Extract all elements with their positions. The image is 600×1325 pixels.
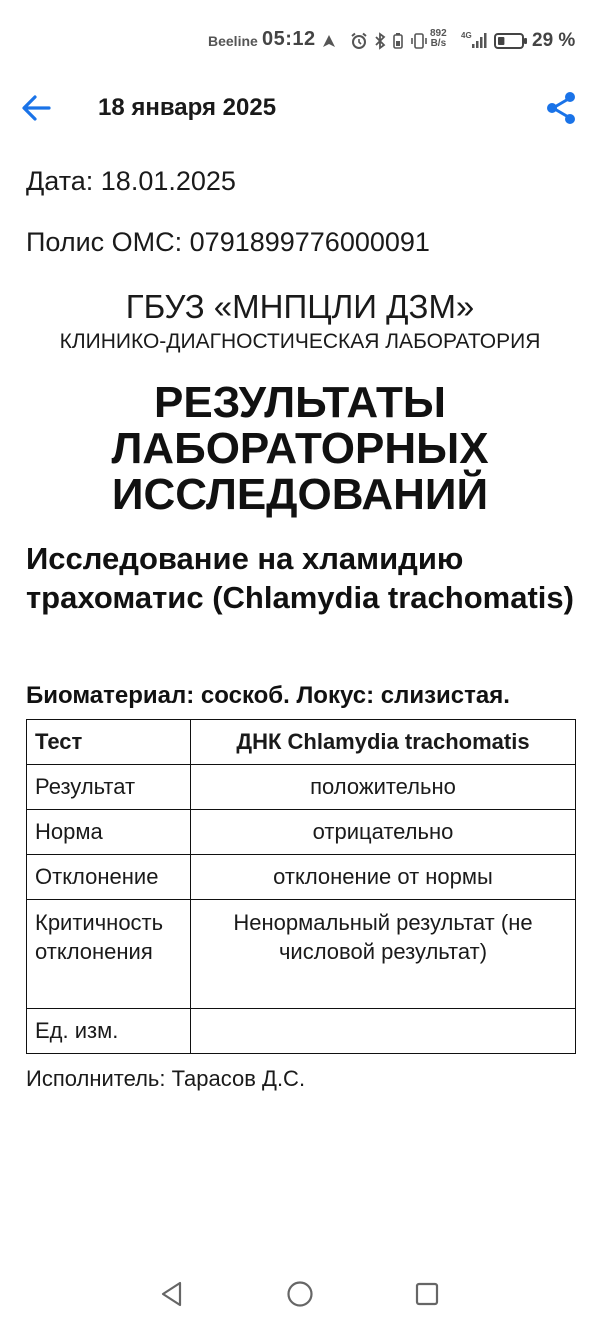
net-speed-value: 892: [430, 28, 447, 39]
navigation-icon: [322, 34, 336, 48]
results-table: [26, 719, 576, 1054]
clock: 05:12: [262, 28, 316, 50]
date-line: Дата: 18.01.2025: [26, 166, 236, 196]
table-header-analyte: ДНК Chlamydia trachomatis: [191, 720, 576, 765]
policy-line: Полис ОМС: 0791899776000091: [26, 227, 430, 257]
net-speed: [430, 29, 447, 49]
signal-icon: [461, 31, 489, 49]
carrier-name: Beeline: [208, 33, 258, 49]
network-type-label: 4G: [461, 31, 472, 40]
study-title: Исследование на хламидию трахоматис (Chlamydia trachomatis): [26, 541, 574, 615]
document-title: РЕЗУЛЬТАТЫ ЛАБОРАТОРНЫХ ИССЛЕДОВАНИЙ: [111, 378, 489, 519]
row-label: Ед. изм.: [27, 1009, 191, 1054]
battery-percent: 29 %: [532, 30, 576, 51]
system-nav-bar: [0, 1260, 600, 1325]
table-header-row: [27, 720, 576, 765]
back-triangle-icon[interactable]: [158, 1280, 186, 1308]
battery-saver-icon: [392, 32, 404, 50]
table-row: [27, 1009, 576, 1054]
row-value: Ненормальный результат (не числовой результат): [191, 900, 576, 1009]
organization-subtitle: КЛИНИКО-ДИАГНОСТИЧЕСКАЯ ЛАБОРАТОРИЯ: [59, 330, 541, 353]
table-row: [27, 810, 576, 855]
organization-name: ГБУЗ «МНПЦЛИ ДЗМ»: [125, 288, 475, 325]
table-row: [27, 765, 576, 810]
table-header-test: Тест: [27, 720, 191, 765]
row-value: отклонение от нормы: [191, 855, 576, 900]
battery-icon: [494, 32, 528, 50]
share-icon: [544, 90, 580, 126]
back-button[interactable]: [20, 91, 54, 125]
app-bar: [0, 80, 600, 136]
table-row: [27, 900, 576, 1009]
row-label: Результат: [27, 765, 191, 810]
status-icons: [322, 30, 428, 52]
recents-square-icon[interactable]: [415, 1282, 439, 1306]
bluetooth-icon: [374, 32, 386, 50]
net-speed-unit: B/s: [430, 38, 447, 49]
status-bar: [0, 0, 600, 80]
table-row: [27, 855, 576, 900]
page-title: 18 января 2025: [98, 94, 277, 121]
vibrate-icon: [410, 32, 428, 50]
alarm-icon: [350, 32, 368, 50]
row-value: отрицательно: [191, 810, 576, 855]
row-label: Критичность отклонения: [27, 900, 191, 1009]
row-label: Отклонение: [27, 855, 191, 900]
home-circle-icon[interactable]: [286, 1280, 314, 1308]
row-label: Норма: [27, 810, 191, 855]
arrow-left-icon: [20, 91, 54, 125]
row-value: положительно: [191, 765, 576, 810]
share-button[interactable]: [544, 90, 580, 126]
row-value: [191, 1009, 576, 1054]
biomaterial-line: Биоматериал: соскоб. Локус: слизистая.: [26, 682, 510, 709]
executor-line: Исполнитель: Тарасов Д.С.: [26, 1066, 306, 1091]
